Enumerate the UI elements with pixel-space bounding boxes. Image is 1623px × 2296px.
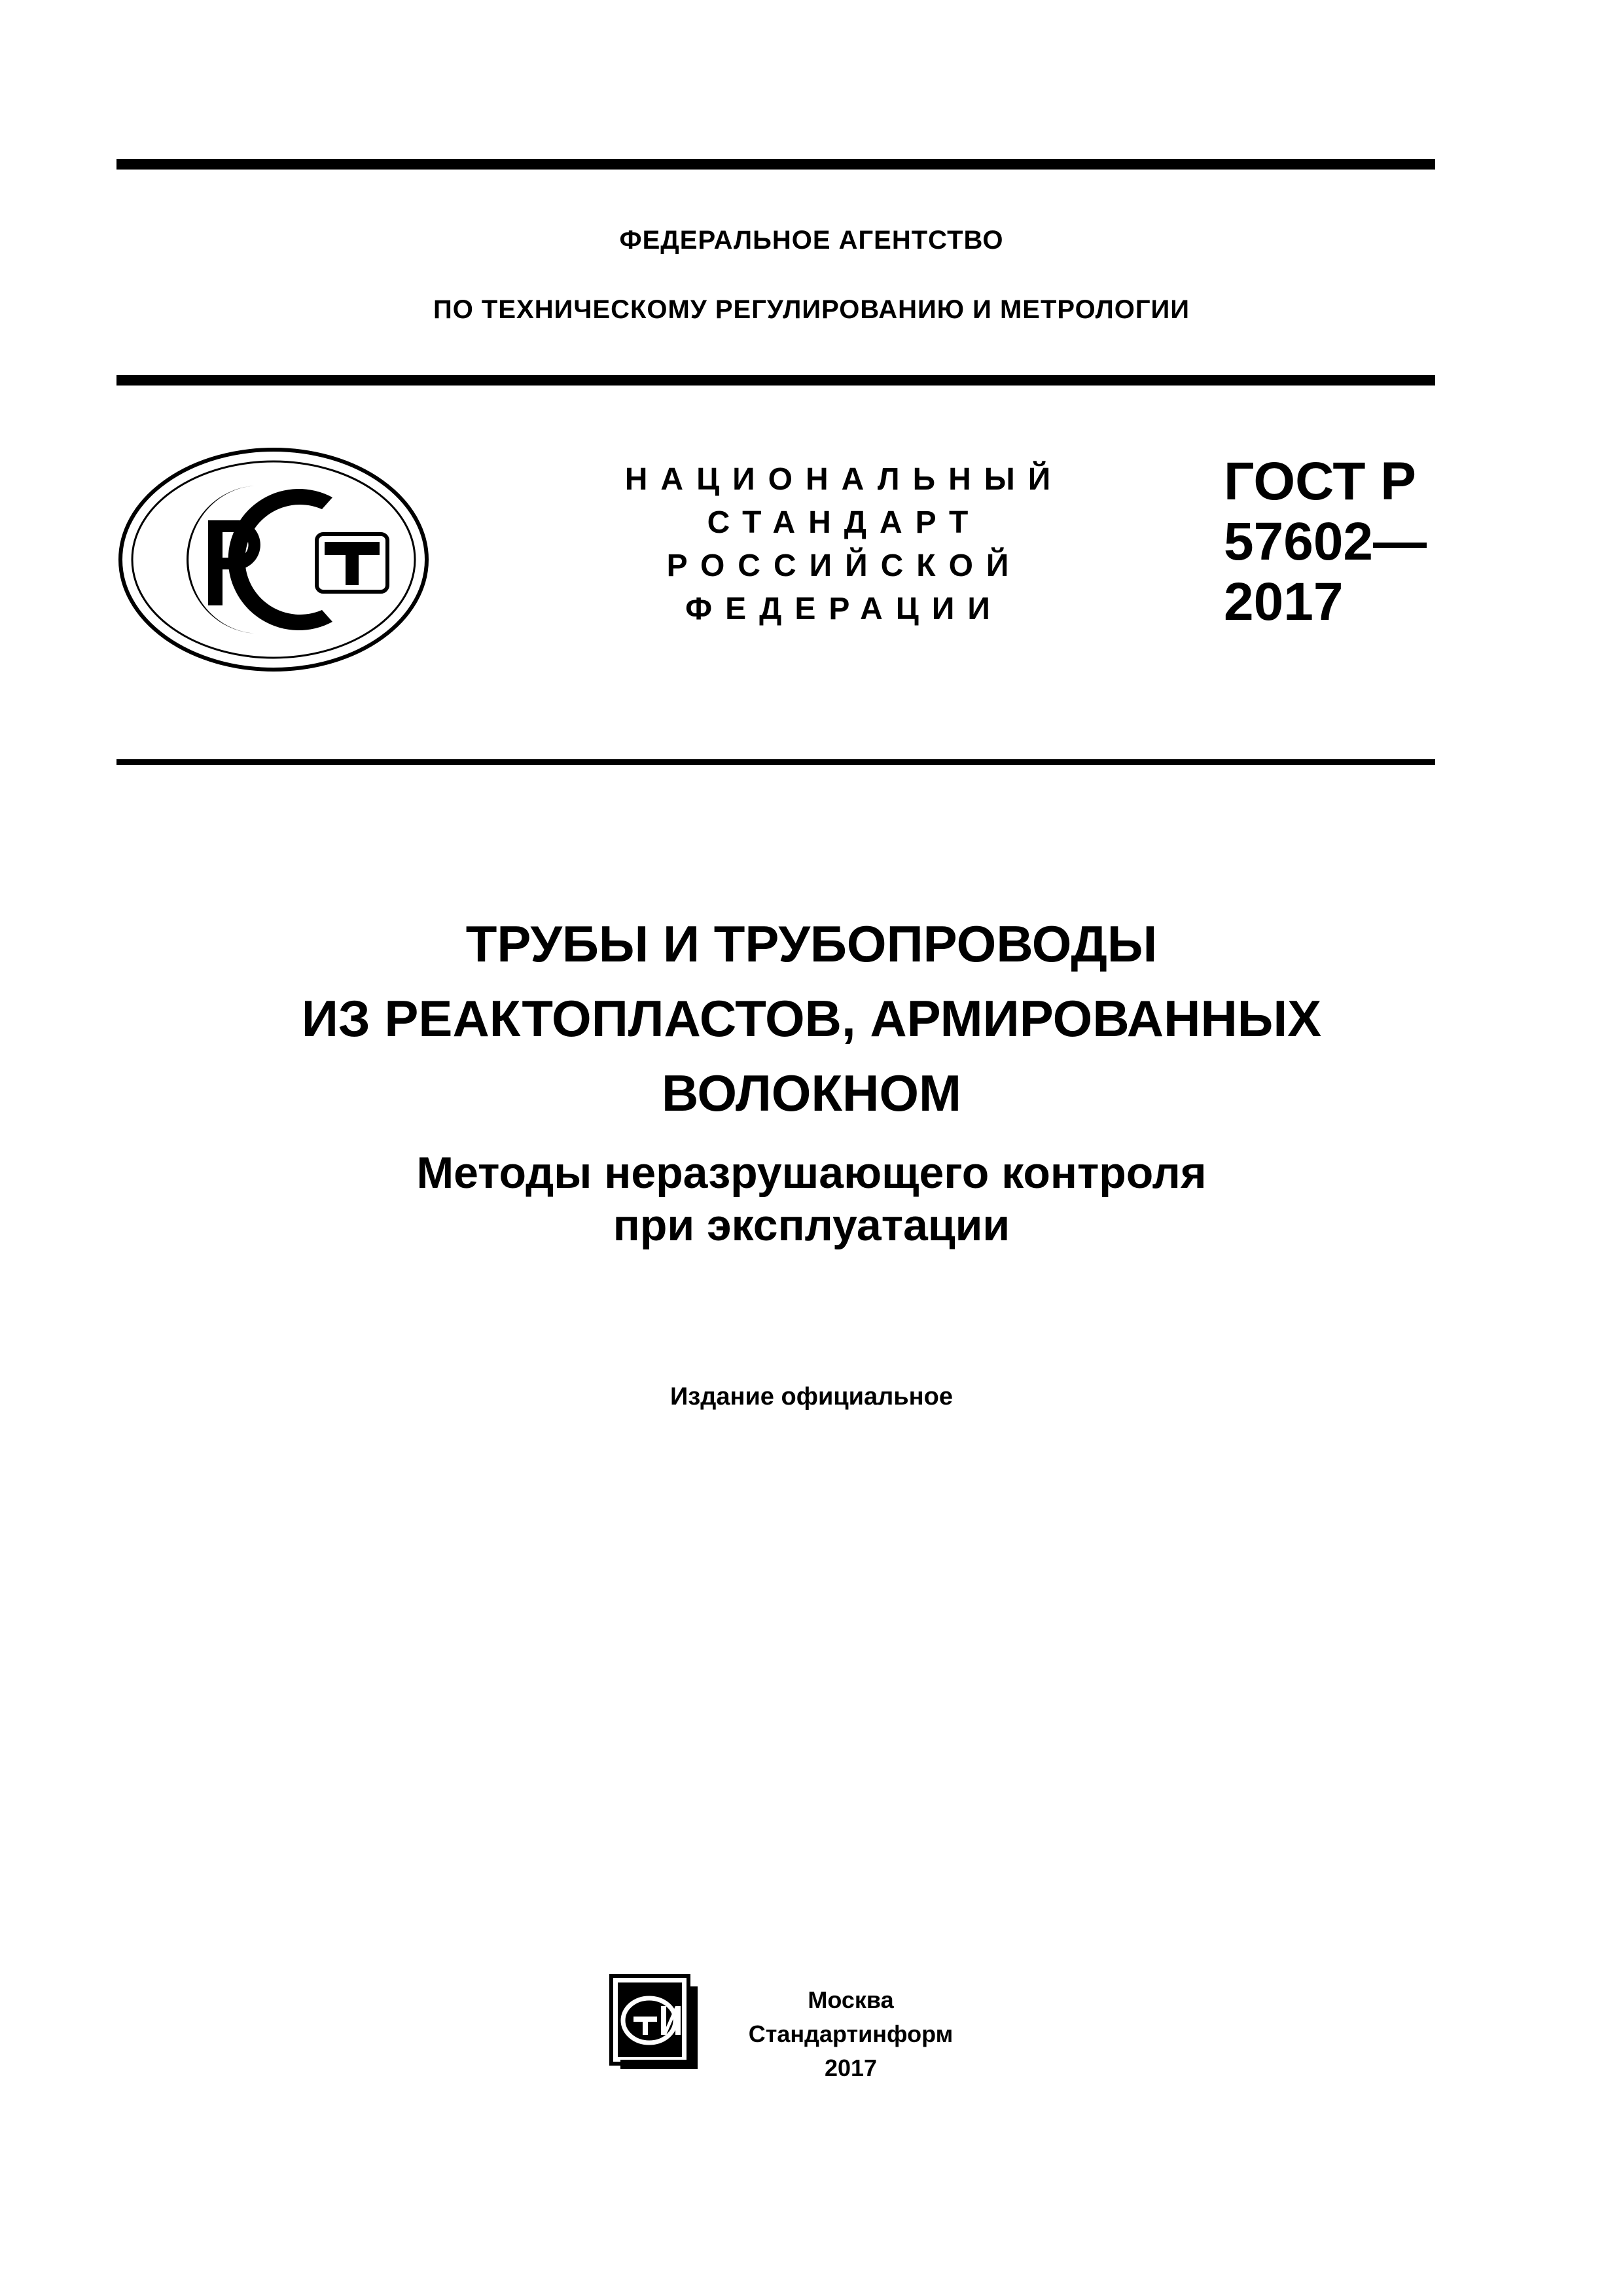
standard-designation	[1224, 452, 1427, 632]
document-subtitle	[0, 1147, 1623, 1251]
middle-rule	[116, 375, 1435, 386]
title-line: ВОЛОКНОМ	[661, 1064, 962, 1122]
standard-type	[589, 458, 1099, 631]
subtitle-line: Методы неразрушающего контроля	[416, 1148, 1207, 1198]
agency-line-1: ФЕДЕРАЛЬНОЕ АГЕНТСТВО	[619, 226, 1004, 255]
lower-rule	[116, 759, 1435, 765]
edition-note: Издание официальное	[670, 1383, 953, 1410]
publisher-city: Москва	[808, 1986, 894, 2013]
standard-type-line: ФЕДЕРАЦИИ	[685, 592, 1003, 626]
publisher-block	[726, 1983, 975, 2085]
designation-line: ГОСТ Р	[1224, 452, 1416, 511]
top-rule	[116, 159, 1435, 170]
rst-emblem-icon	[116, 445, 431, 674]
standard-type-line: СТАНДАРТ	[707, 505, 982, 540]
title-line: ИЗ РЕАКТОПЛАСТОВ, АРМИРОВАННЫХ	[301, 990, 1322, 1047]
standard-type-line: НАЦИОНАЛЬНЫЙ	[624, 462, 1064, 497]
publisher-year: 2017	[824, 2054, 878, 2081]
standartinform-logo-icon	[609, 1973, 700, 2072]
designation-line: 2017	[1224, 572, 1344, 632]
subtitle-line: при эксплуатации	[613, 1200, 1010, 1250]
agency-line-2: ПО ТЕХНИЧЕСКОМУ РЕГУЛИРОВАНИЮ И МЕТРОЛОГИИ	[433, 295, 1190, 324]
title-line: ТРУБЫ И ТРУБОПРОВОДЫ	[465, 915, 1158, 973]
document-title	[0, 906, 1623, 1130]
standard-type-line: РОССИЙСКОЙ	[666, 548, 1022, 583]
publisher-name: Стандартинформ	[748, 2020, 954, 2047]
designation-line: 57602—	[1224, 512, 1427, 571]
